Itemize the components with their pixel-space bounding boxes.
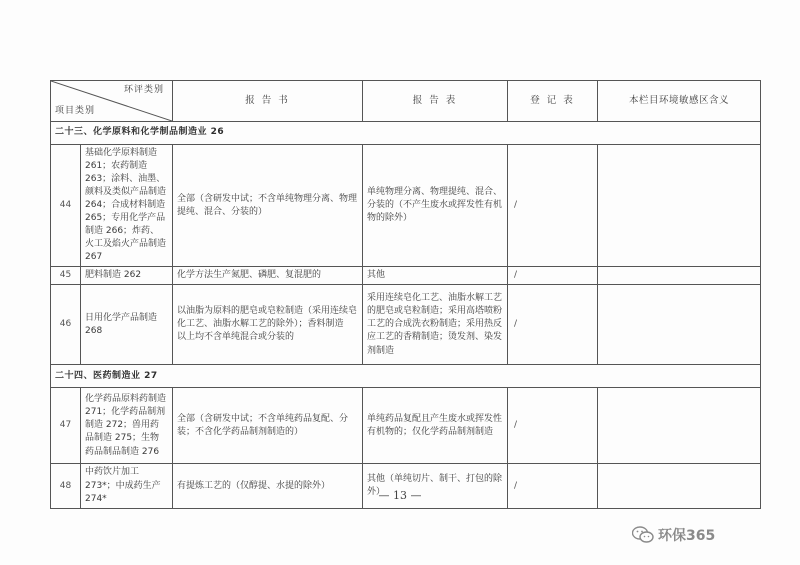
project-category: 肥料制造 262 xyxy=(81,267,173,285)
header-row xyxy=(51,81,761,122)
sensitive-area-cell xyxy=(598,267,761,285)
row-number: 44 xyxy=(51,145,81,267)
report-form-cell: 其他 xyxy=(363,267,508,285)
row-number: 45 xyxy=(51,267,81,285)
project-category: 基础化学原料制造 261；农药制造 263；涂料、油墨、颜料及类似产品制造 264；合成材料制造 265；专用化学产品制造 266；炸药、火工及焰火产品制造 267 xyxy=(81,145,173,267)
table-row xyxy=(51,285,761,365)
registration-cell: / xyxy=(508,464,598,508)
sensitive-area-cell xyxy=(598,388,761,464)
header-sensitive-area: 本栏目环境敏感区含义 xyxy=(598,81,761,122)
registration-cell: / xyxy=(508,388,598,464)
row-number: 47 xyxy=(51,388,81,464)
header-eia-category: 环评类别 xyxy=(123,85,164,95)
section-title: 二十三、化学原料和化学制品制造业 26 xyxy=(51,122,761,145)
row-number: 46 xyxy=(51,285,81,365)
header-report-form: 报 告 表 xyxy=(363,81,508,122)
row-number: 48 xyxy=(51,464,81,508)
table-row xyxy=(51,388,761,464)
page-number: — 13 — xyxy=(378,489,422,502)
project-category: 中药饮片加工 273*；中成药生产 274* xyxy=(81,464,173,508)
sensitive-area-cell xyxy=(598,145,761,267)
eia-classification-table xyxy=(50,80,761,509)
wechat-icon xyxy=(632,526,654,544)
header-project-category: 项目类别 xyxy=(55,105,96,116)
registration-cell: / xyxy=(508,145,598,267)
report-form-cell: 单纯药品复配且产生废水或挥发性有机物的；仅化学药品制剂制造 xyxy=(363,388,508,464)
report-book-cell: 以油脂为原料的肥皂或皂粒制造（采用连续皂化工艺、油脂水解工艺的除外）；香料制造 以上均不含单纯混合或分装的 xyxy=(173,285,363,365)
registration-cell: / xyxy=(508,267,598,285)
report-book-cell: 全部（含研发中试；不含单纯药品复配、分装；不含化学药品制剂制造的） xyxy=(173,388,363,464)
section-row xyxy=(51,122,761,145)
header-registration: 登 记 表 xyxy=(508,81,598,122)
table-row xyxy=(51,145,761,267)
section-row xyxy=(51,365,761,388)
report-form-cell: 采用连续皂化工艺、油脂水解工艺的肥皂或皂粒制造；采用高塔喷粉工艺的合成洗衣粉制造；采用热反应工艺的香精制造；烫发剂、染发剂制造 xyxy=(363,285,508,365)
header-report-book: 报 告 书 xyxy=(173,81,363,122)
report-book-cell: 化学方法生产氮肥、磷肥、复混肥的 xyxy=(173,267,363,285)
table-row xyxy=(51,267,761,285)
registration-cell: / xyxy=(508,285,598,365)
watermark xyxy=(632,525,715,545)
watermark-text: 环保365 xyxy=(658,528,716,544)
diagonal-header-cell xyxy=(51,81,173,122)
project-category: 日用化学产品制造 268 xyxy=(81,285,173,365)
project-category: 化学药品原料药制造 271；化学药品制剂制造 272；兽用药品制造 275；生物药品制品制造 276 xyxy=(81,388,173,464)
report-form-cell: 单纯物理分离、物理提纯、混合、分装的（不产生废水或挥发性有机物的除外） xyxy=(363,145,508,267)
section-title: 二十四、医药制造业 27 xyxy=(51,365,761,388)
sensitive-area-cell xyxy=(598,285,761,365)
report-book-cell: 全部（含研发中试；不含单纯物理分离、物理提纯、混合、分装的） xyxy=(173,145,363,267)
report-book-cell: 有提炼工艺的（仅醇提、水提的除外） xyxy=(173,464,363,508)
report-form-cell: 其他（单纯切片、制干、打包的除外） xyxy=(363,464,508,508)
